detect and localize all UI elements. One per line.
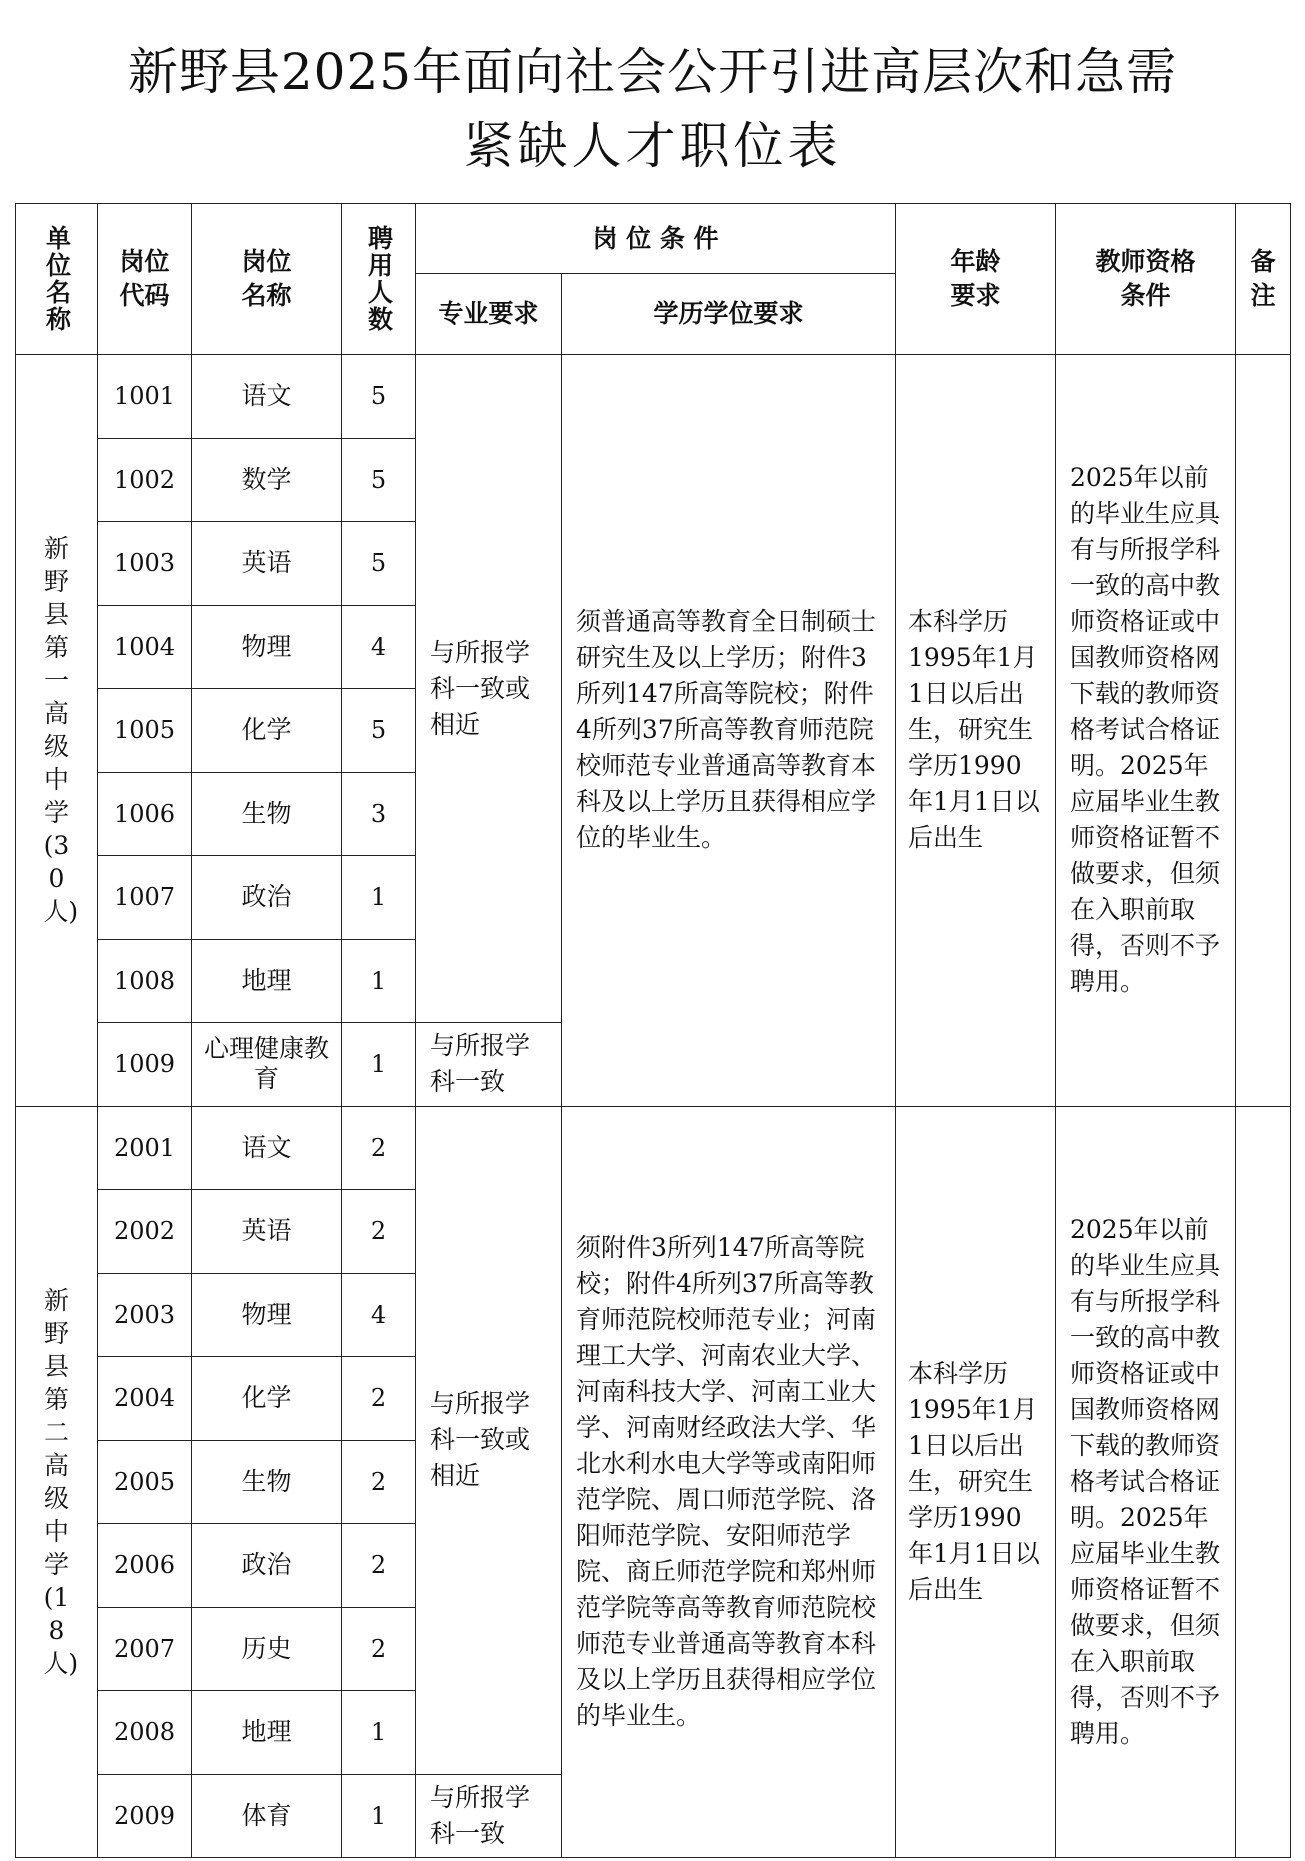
hire-count: 4 [342,605,416,689]
position-name: 地理 [192,1691,342,1775]
position-name: 生物 [192,1440,342,1524]
position-name: 物理 [192,1273,342,1357]
header-position: 岗位名称 [192,204,342,355]
position-name: 英语 [192,522,342,606]
position-code: 1006 [98,772,192,856]
position-name: 英语 [192,1190,342,1274]
position-name: 语文 [192,1106,342,1190]
position-code: 1002 [98,438,192,522]
position-code: 1005 [98,689,192,773]
age-requirement: 本科学历1995年1月1日以后出生，研究生学历1990年1月1日以后出生 [896,1106,1056,1858]
position-code: 1009 [98,1023,192,1107]
hire-count: 5 [342,355,416,439]
position-code: 1001 [98,355,192,439]
header-major: 专业要求 [416,274,562,355]
hire-count: 1 [342,1691,416,1775]
position-name: 化学 [192,689,342,773]
header-cert: 教师资格条件 [1056,204,1236,355]
position-name: 物理 [192,605,342,689]
position-code: 1003 [98,522,192,606]
major-requirement: 与所报学科一致或相近 [416,355,562,1023]
hire-count: 1 [342,1023,416,1107]
header-note: 备注 [1236,204,1291,355]
note-cell [1236,1106,1291,1858]
position-name: 地理 [192,939,342,1023]
position-name: 化学 [192,1357,342,1441]
position-name: 生物 [192,772,342,856]
education-requirement: 须附件3所列147所高等院校；附件4所列37所高等教育师范院校师范专业；河南理工大学、河南农业大学、河南科技大学、河南工业大学、河南财经政法大学、华北水利水电大学等或南阳师范学院、周口师范学院、洛阳师范学院、安阳师范学院、商丘师范学院和郑州师范学院等高等教育师范院校师范专业普通高等教育本科及以上学历且获得相应学位的毕业生。 [562,1106,896,1858]
unit-name-cell: 新野县第一高级中学(30人) [16,355,98,1107]
cert-requirement: 2025年以前的毕业生应具有与所报学科一致的高中教师资格证或中国教师资格网下载的教师资格考试合格证明。2025年应届毕业生教师资格证暂不做要求，但须在入职前取得，否则不予聘用。 [1056,1106,1236,1858]
position-code: 1008 [98,939,192,1023]
header-education: 学历学位要求 [562,274,896,355]
position-name: 历史 [192,1607,342,1691]
position-name: 数学 [192,438,342,522]
major-requirement: 与所报学科一致 [416,1774,562,1858]
hire-count: 1 [342,1774,416,1858]
position-code: 1004 [98,605,192,689]
positions-table [15,203,1291,1858]
hire-count: 3 [342,772,416,856]
position-name: 政治 [192,1524,342,1608]
position-code: 1007 [98,856,192,940]
header-conditions: 岗 位 条 件 [416,204,896,274]
education-requirement: 须普通高等教育全日制硕士研究生及以上学历；附件3所列147所高等院校；附件4所列37所高等教育师范院校师范专业普通高等教育本科及以上学历且获得相应学位的毕业生。 [562,355,896,1107]
hire-count: 1 [342,856,416,940]
hire-count: 5 [342,689,416,773]
position-name: 体育 [192,1774,342,1858]
table-row [16,355,1291,439]
major-requirement: 与所报学科一致 [416,1023,562,1107]
unit-name-cell: 新野县第二高级中学(18人) [16,1106,98,1858]
hire-count: 1 [342,939,416,1023]
header-count: 聘用人数 [342,204,416,355]
table-row [16,1106,1291,1190]
position-code: 2001 [98,1106,192,1190]
hire-count: 4 [342,1273,416,1357]
major-requirement: 与所报学科一致或相近 [416,1106,562,1774]
page-title-line-2: 紧缺人才职位表 [463,117,842,175]
header-code: 岗位代码 [98,204,192,355]
hire-count: 2 [342,1106,416,1190]
position-name: 心理健康教育 [192,1023,342,1107]
position-code: 2007 [98,1607,192,1691]
hire-count: 2 [342,1524,416,1608]
position-code: 2005 [98,1440,192,1524]
hire-count: 5 [342,522,416,606]
hire-count: 2 [342,1440,416,1524]
position-code: 2006 [98,1524,192,1608]
position-name: 政治 [192,856,342,940]
header-age: 年龄要求 [896,204,1056,355]
hire-count: 2 [342,1190,416,1274]
position-code: 2003 [98,1273,192,1357]
page-title-line-1: 新野县2025年面向社会公开引进高层次和急需 [127,43,1178,101]
position-code: 2008 [98,1691,192,1775]
cert-requirement: 2025年以前的毕业生应具有与所报学科一致的高中教师资格证或中国教师资格网下载的教师资格考试合格证明。2025年应届毕业生教师资格证暂不做要求，但须在入职前取得，否则不予聘用。 [1056,355,1236,1107]
position-code: 2009 [98,1774,192,1858]
position-code: 2002 [98,1190,192,1274]
hire-count: 2 [342,1607,416,1691]
position-code: 2004 [98,1357,192,1441]
hire-count: 5 [342,438,416,522]
hire-count: 2 [342,1357,416,1441]
note-cell [1236,355,1291,1107]
age-requirement: 本科学历1995年1月1日以后出生，研究生学历1990年1月1日以后出生 [896,355,1056,1107]
header-unit: 单位名称 [16,204,98,355]
position-name: 语文 [192,355,342,439]
